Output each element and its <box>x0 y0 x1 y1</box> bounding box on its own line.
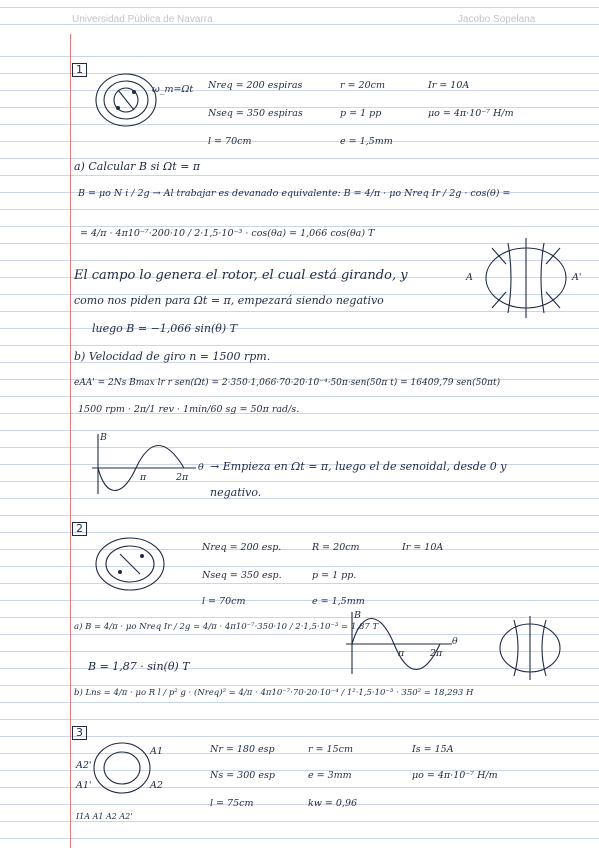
p2-param: Nreq = 200 esp. <box>202 542 282 553</box>
p1-emf: eAA' = 2Ns Bmax lr r sen(Ωt) = 2·350·1,066·70·20·10⁻⁴·50π·sen(50π t) = 16409,79 sen(50πt) <box>74 378 501 388</box>
p2-plot-B-label: B <box>354 610 361 621</box>
problem-2-machine-diagram <box>90 534 170 596</box>
problem-3-number: 3 <box>72 726 87 740</box>
p1-wave-note-1: → Empieza en Ωt = π, luego el de senoidal, desde 0 y <box>210 460 507 473</box>
p1-text-2: como nos piden para Ωt = π, empezará siendo negativo <box>74 294 384 307</box>
p1-plot-theta: θ <box>198 462 204 473</box>
p2-param: Ir = 10A <box>402 542 444 553</box>
p1-param: e = 1,5mm <box>340 136 393 147</box>
p2-param: Nseq = 350 esp. <box>202 570 282 581</box>
p2-field-diagram <box>492 614 572 680</box>
p1-plot-pi: π <box>140 472 147 483</box>
p1-param: Nreq = 200 espiras <box>208 80 303 91</box>
p3-param: Is = 15A <box>412 744 454 755</box>
p2-param: R = 20cm <box>312 542 360 553</box>
p3-param: r = 15cm <box>308 744 353 755</box>
p2-plot-theta: θ <box>452 636 458 647</box>
p2-param: l = 70cm <box>202 596 246 607</box>
p1-part-a-title: a) Calcular B si Ωt = π <box>74 160 201 173</box>
p1-speed: 1500 rpm · 2π/1 rev · 1min/60 sg = 50π rad/s. <box>78 404 300 415</box>
p2-plot-2pi: 2π <box>430 648 443 659</box>
p2-param: p = 1 pp. <box>312 570 357 581</box>
margin-line <box>70 34 71 848</box>
p1-param: Ir = 10A <box>428 80 470 91</box>
p3-label-A2-prime: A2' <box>76 760 92 771</box>
p3-param: Ns = 300 esp <box>210 770 275 781</box>
p2-a-line: a) B = 4/π · μo Nreq Ir / 2g = 4/π · 4π10⁻⁷·350·10 / 2·1,5·10⁻³ = 1,87 T <box>74 622 379 632</box>
p1-wave-note-2: negativo. <box>210 486 262 499</box>
p2-sine-plot <box>346 612 458 674</box>
p3-param: e = 3mm <box>308 770 352 781</box>
p1-formula-1: B = μo N i / 2g → Al trabajar es devanado equivalente: B = 4/π · μo Nreq Ir / 2g · cos(θ) = <box>78 188 511 199</box>
p1-result: luego B = −1,066 sin(θ) T <box>92 322 238 335</box>
p1-param: μo = 4π·10⁻⁷ H/m <box>428 108 514 119</box>
p1-plot-B-label: B <box>100 432 107 443</box>
p1-field-label-A-prime: A' <box>572 272 582 283</box>
header-author: Jacobo Sopelana <box>458 14 536 25</box>
p1-text-1: El campo lo genera el rotor, el cual está girando, y <box>74 268 408 283</box>
p1-part-b-title: b) Velocidad de giro n = 1500 rpm. <box>74 350 271 363</box>
p1-field-diagram <box>478 238 578 318</box>
problem-1-omega-label: ω_m=Ωt <box>152 84 194 95</box>
problem-1-number: 1 <box>72 63 87 77</box>
p3-label-A1-prime: A1' <box>76 780 92 791</box>
p3-bottom-labels: I1A A1 A2 A2' <box>76 812 133 821</box>
p2-b-line: b) Lns = 4/π · μo R l / p² g · (Nreq)² = 4/π · 4π10⁻⁷·70·20·10⁻⁴ / 1²·1,5·10⁻³ · 350² = 18,293 H <box>74 688 474 698</box>
header-university: Universidad Pública de Navarra <box>72 14 213 25</box>
p3-param: kw = 0,96 <box>308 798 358 809</box>
p1-sine-plot <box>92 434 202 496</box>
p3-param: μo = 4π·10⁻⁷ H/m <box>412 770 498 781</box>
p1-param: r = 20cm <box>340 80 385 91</box>
p3-param: l = 75cm <box>210 798 254 809</box>
p1-param: l = 70cm <box>208 136 252 147</box>
p3-label-A2: A2 <box>150 780 163 791</box>
p3-param: Nr = 180 esp <box>210 744 275 755</box>
problem-2-number: 2 <box>72 522 87 536</box>
p1-plot-2pi: 2π <box>176 472 189 483</box>
p3-label-A1: A1 <box>150 746 163 757</box>
p2-param: e = 1,5mm <box>312 596 365 607</box>
p1-param: p = 1 pp <box>340 108 382 119</box>
p1-field-label-A: A <box>466 272 473 283</box>
p2-plot-pi: π <box>398 648 405 659</box>
p1-param: Nseq = 350 espiras <box>208 108 303 119</box>
p1-formula-2: = 4/π · 4π10⁻⁷·200·10 / 2·1,5·10⁻³ · cos(θa) = 1,066 cos(θa) T <box>80 228 375 239</box>
p2-a-result: B = 1,87 · sin(θ) T <box>88 660 190 673</box>
problem-1-machine-diagram <box>92 72 172 132</box>
